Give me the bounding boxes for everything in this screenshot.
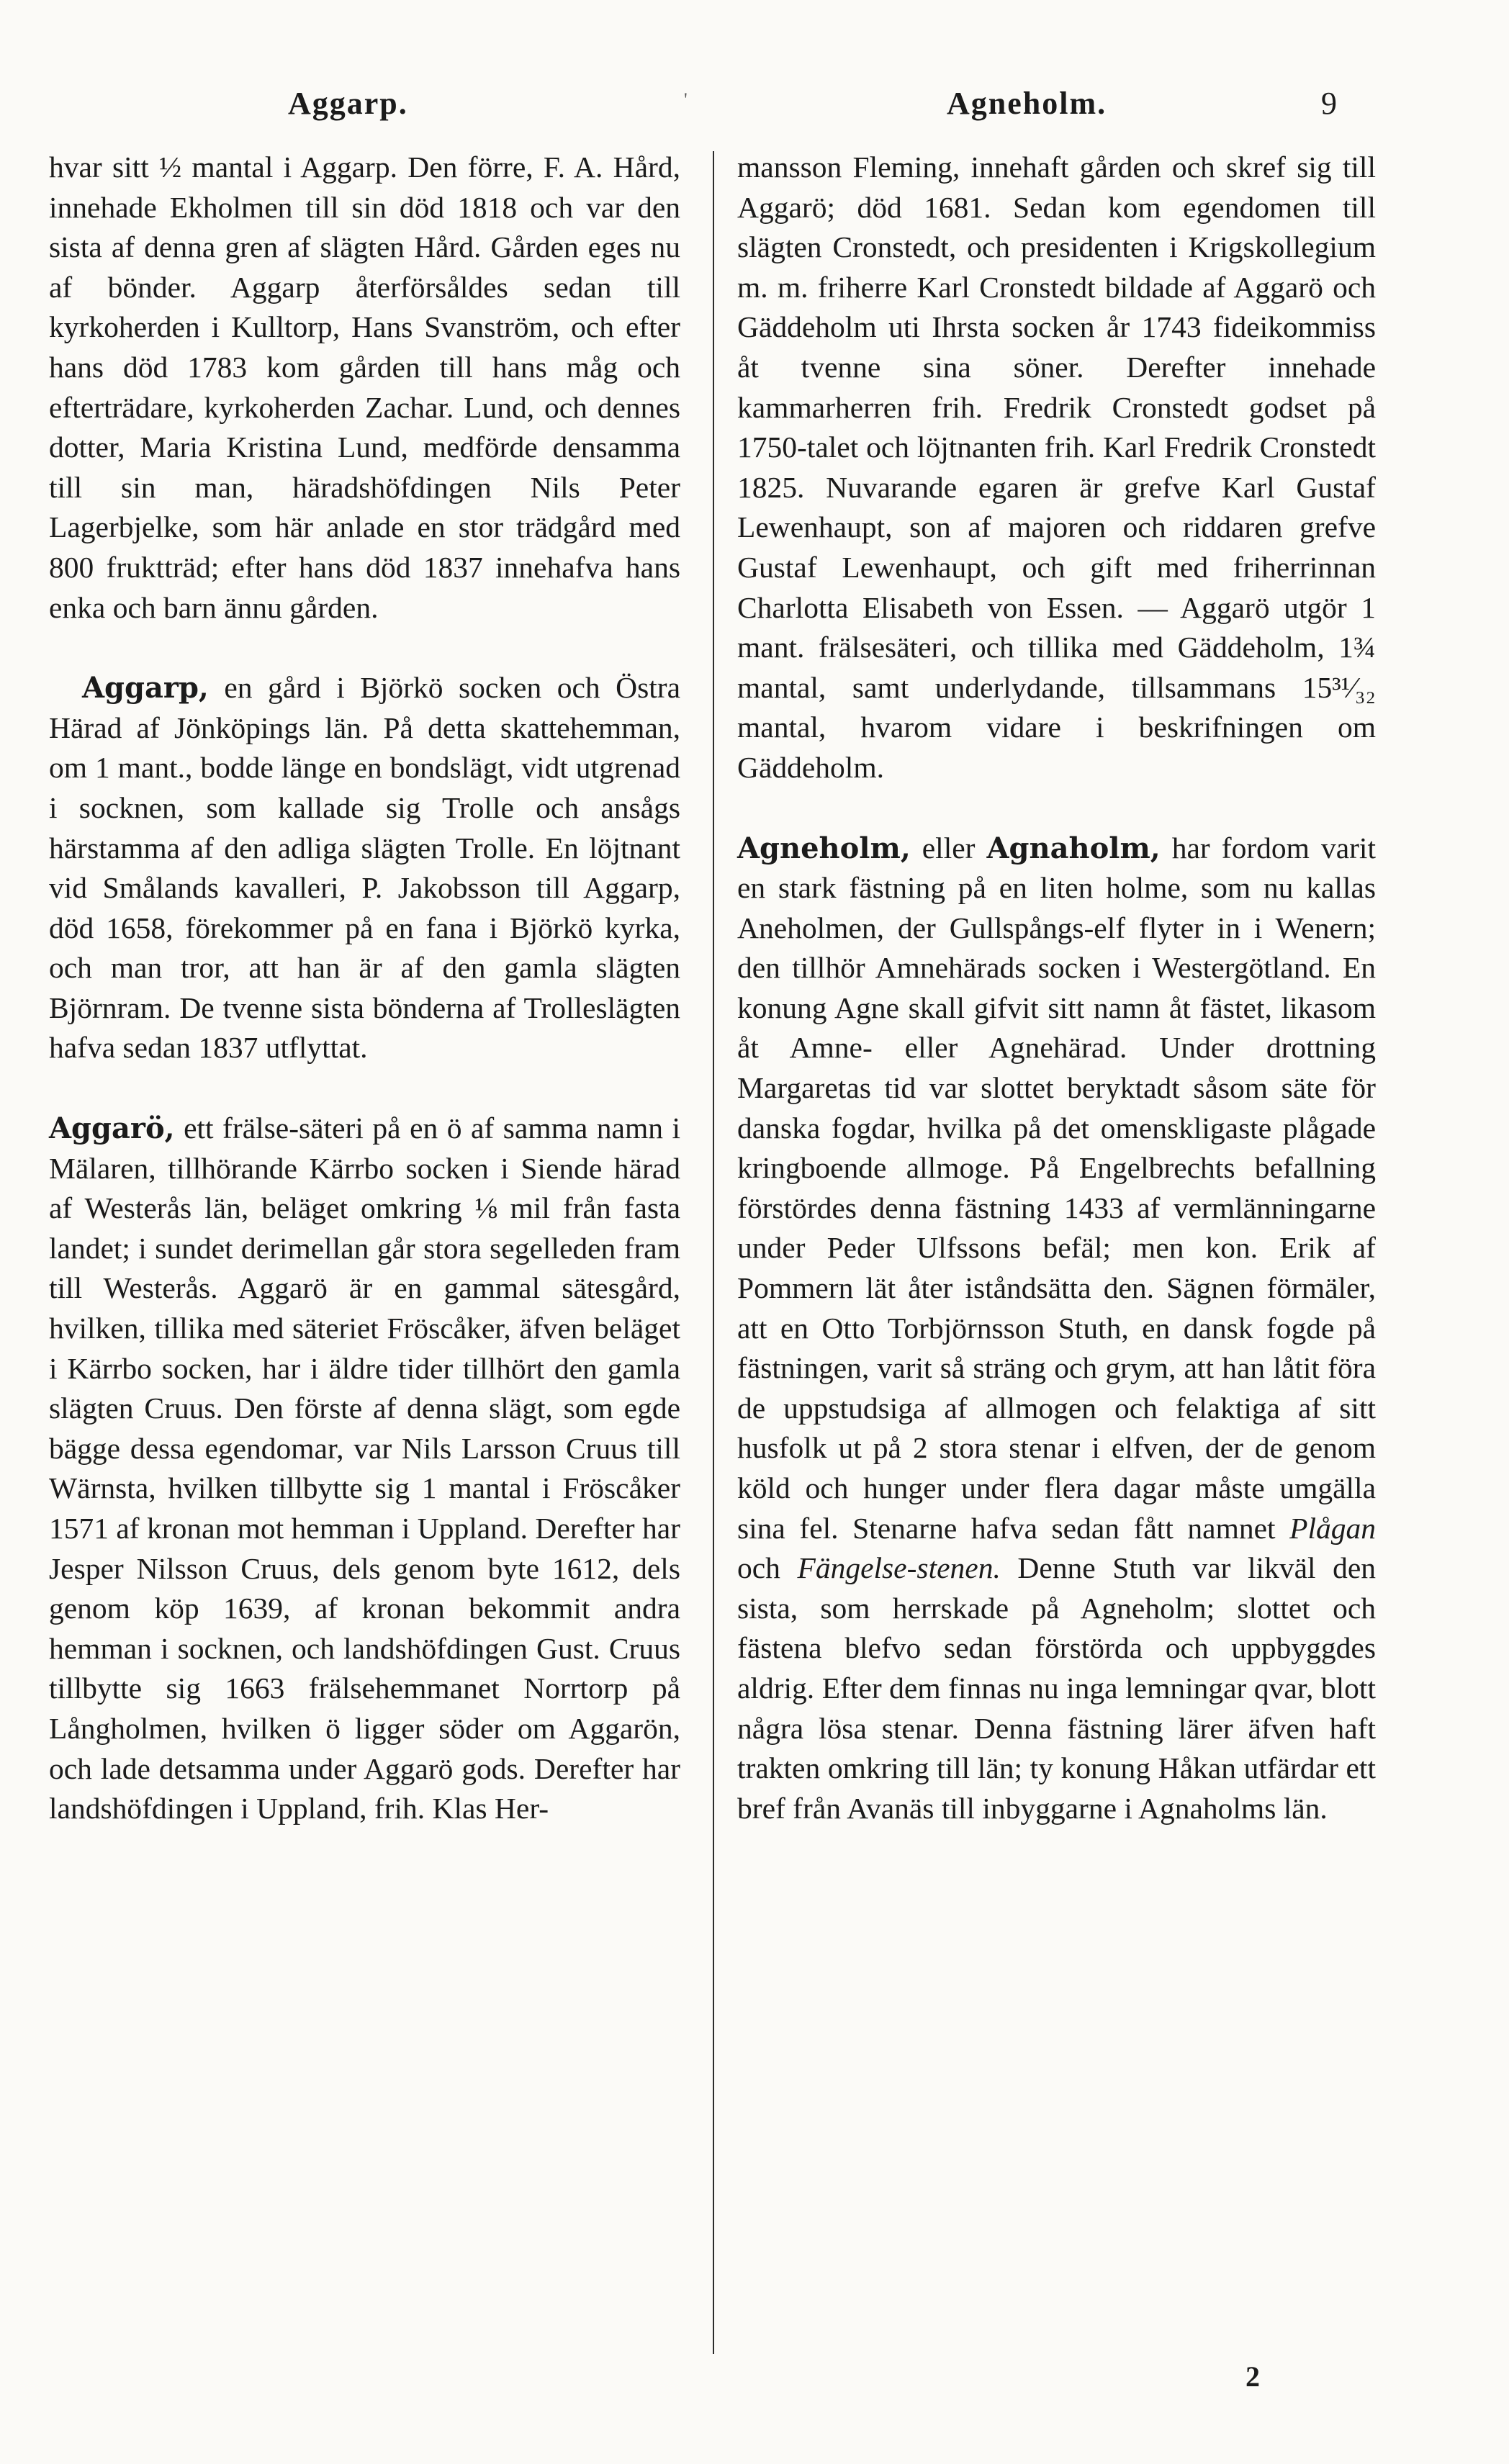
header-left-title: Aggarp.: [288, 86, 408, 121]
page-number: 9: [1321, 86, 1338, 121]
entry-text-a: eller: [910, 831, 987, 865]
column-divider: [713, 151, 714, 2354]
entry-heading-agnaholm: Agnaholm,: [986, 831, 1161, 865]
header-right-title: Agneholm.: [947, 86, 1107, 121]
header-mark: ': [684, 89, 688, 110]
entry-text-c: och: [737, 1551, 798, 1585]
entry-heading-aggaro: Aggarö,: [49, 1111, 175, 1146]
entry-heading-aggarp: Aggarp,: [82, 671, 209, 705]
right-column: [737, 148, 1376, 1828]
left-column: [49, 148, 680, 1829]
running-header: [50, 85, 1461, 135]
paragraph-aggarp-continued: hvar sitt ½ mantal i Aggarp. Den förre, F. A. Hård, innehade Ekholmen till sin död 1818 och var den sista af denna gren af slägten Hård. Gården eges nu af bönder. Aggarp återförsåldes sedan till kyrkoherden i Kulltorp, Hans Svanström, och efter hans död 1783 kom gården till hans måg och efterträdare, kyrkoherden Zachar. Lund, och dennes dotter, Maria Kristina Lund, medförde densamma till sin man, häradshöfdingen Nils Peter Lagerbjelke, som här anlade en stor trädgård med 800 fruktträd; efter hans död 1837 innehafva hans enka och barn ännu gården.: [49, 150, 680, 624]
signature-mark: 2: [1246, 2360, 1260, 2393]
paragraph-agneholm: [737, 829, 1376, 1829]
italic-fangelse-stenen: Fängelse-stenen.: [797, 1551, 1001, 1585]
entry-text-aggarp: en gård i Björkö socken och Östra Härad af Jönköpings län. På detta skattehemman, om 1 mant., bodde länge en bondslägt, vidt utgrenad i socknen, som kallade sig Trolle och ansågs härstamma af den adliga slägten Trolle. En löjtnant vid Smålands kavalleri, P. Jakobsson till Aggarp, död 1658, förekommer på en fana i Björkö kyrka, och man tror, att han är af den gamla slägten Björnram. De tvenne sista bönderna af Trolleslägten hafva sedan 1837 utflyttat.: [49, 671, 680, 1065]
paragraph-aggarp-bjorko: [49, 668, 680, 1068]
italic-plagan: Plågan: [1289, 1511, 1376, 1545]
paragraph-aggaro: [49, 1109, 680, 1829]
entry-text-aggaro: ett frälse-säteri på en ö af samma namn i Mälaren, tillhörande Kärrbo socken i Siende härad af Westerås län, beläget omkring ⅛ mil från fasta landet; i sundet derimellan går stora segelleden fram till Westerås. Aggarö är en gammal sätesgård, hvilken, tillika med säteriet Fröscåker, äfven beläget i Kärrbo socken, har i äldre tider tillhört den gamla slägten Cruus. Den förste af denna slägt, som egde bägge dessa egendomar, var Nils Larsson Cruus till Wärnsta, hvilken tillbytte sig 1 mantal i Fröscåker 1571 af kronan mot hemman i Uppland. Derefter har Jesper Nilsson Cruus, dels genom byte 1612, dels genom köp 1639, af kronan bekommit andra hemman i socknen, och landshöfdingen Gust. Cruus tillbytte sig 1663 frälsehemmanet Norrtorp på Långholmen, hvilken ö ligger söder om Aggarön, och lade detsamma under Aggarö gods. Derefter har landshöfdingen i Uppland, frih. Klas Her-: [49, 1111, 680, 1826]
entry-text-b: har fordom varit en stark fästning på en liten holme, som nu kallas Aneholmen, der Gullspångs-elf flyter in i Wenern; den tillhör Amnehärads socken i Westergötland. En konung Agne skall gifvit sitt namn åt fästet, likasom åt Amne- eller Agnehärad. Under drottning Margaretas tid var slottet beryktadt såsom säte för danska fogdar, hvilka på det omenskligaste plågade kringboende allmoge. På Engelbrechts befallning förstördes denna fästning 1433 af vermlänningarne under Peder Ulfssons befäl; men kon. Erik af Pommern lät åter iståndsätta den. Sägnen förmäler, att en Otto Torbjörnsson Stuth, en dansk fogde på fästningen, varit så sträng och grym, att han låtit föra de uppstudsiga af allmogen och felaktiga af sitt husfolk ut på 2 stora stenar i elfven, der de genom köld och hunger under flera dagar måste umgälla sina fel. Stenarne hafva sedan fått namnet: [737, 831, 1376, 1545]
entry-heading-agneholm: Agneholm,: [737, 831, 911, 865]
entry-text-d: Denne Stuth var likväl den sista, som herrskade på Agneholm; slottet och fästena blefvo sedan förstörda och uppbyggdes aldrig. Efter dem finnas nu inga lemningar qvar, blott några lösa stenar. Denna fästning lärer äfven haft trakten omkring till län; ty konung Håkan utfärdar ett bref från Avanäs till inbyggarne i Agnaholms län.: [737, 1551, 1376, 1825]
paragraph-aggaro-continued: mansson Fleming, innehaft gården och skref sig till Aggarö; död 1681. Sedan kom egendomen till slägten Cronstedt, och presidenten i Krigskollegium m. m. friherre Karl Cronstedt bildade af Aggarö och Gäddeholm uti Ihrsta socken år 1743 fideikommiss åt tvenne sina söner. Derefter innehade kammarherren frih. Fredrik Cronstedt godset på 1750-talet och löjtnanten frih. Karl Fredrik Cronstedt 1825. Nuvarande egaren är grefve Karl Gustaf Lewenhaupt, son af majoren och riddaren grefve Gustaf Lewenhaupt, och gift med friherrinnan Charlotta Elisabeth von Essen. — Aggarö utgör 1 mant. frälsesäteri, och tillika med Gäddeholm, 1¾ mantal, samt underlydande, tillsammans 15³¹⁄₃₂ mantal, hvarom vidare i beskrifningen om Gäddeholm.: [737, 150, 1376, 784]
